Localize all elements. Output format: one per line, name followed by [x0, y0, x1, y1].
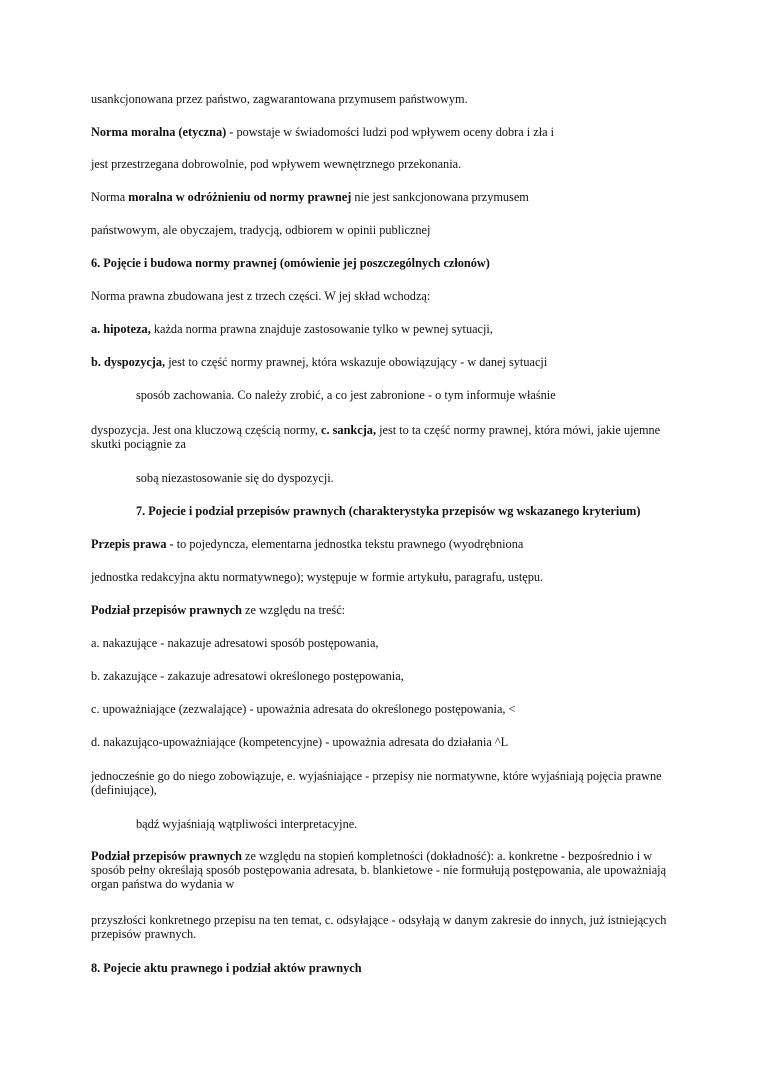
term-bold: moralna w odróżnieniu od normy prawnej [128, 190, 352, 204]
indented-line: sposób zachowania. Co należy zrobić, a co jest zabronione - o tym informuje właśnie [136, 388, 556, 402]
definition-przepis-prawa: Przepis prawa - to pojedyncza, elementarna jednostka tekstu prawnego (wyodrębniona [91, 537, 524, 551]
term-bold: b. dyspozycja, [91, 355, 166, 369]
list-item: a. nakazujące - nakazuje adresatowi sposób postępowania, [91, 636, 379, 650]
paragraph-line: jednostka redakcyjna aktu normatywnego); występuje w formie artykułu, paragrafu, ustępu. [91, 570, 544, 584]
list-item: b. zakazujące - zakazuje adresatowi określonego postępowania, [91, 669, 404, 683]
list-item: c. upoważniające (zezwalające) - upoważnia adresata do określonego postępowania, < [91, 702, 516, 716]
term-bold: Przepis prawa - [91, 537, 174, 551]
list-item-dyspozycja: b. dyspozycja, jest to część normy prawnej, która wskazuje obowiązujący - w danej sytuacji [91, 355, 548, 369]
term-bold: a. hipoteza, [91, 322, 151, 336]
paragraph-line: usankcjonowana przez państwo, zagwarantowana przymusem państwowym. [91, 92, 468, 106]
definition-moral-norm: Norma moralna (etyczna) - powstaje w świadomości ludzi pod wpływem oceny dobra i zła i [91, 125, 555, 139]
term-bold: Podział przepisów prawnych [91, 849, 242, 863]
list-item-wrapped: jednocześnie go do niego zobowiązuje, e. wyjaśniające - przepisy nie normatywne, które wyjaśniają pojęcia prawne (definiujące), [91, 769, 662, 797]
list-item-sankcja: dyspozycja. Jest ona kluczową częścią normy, c. sankcja, jest to ta część normy prawnej, która mówi, jakie ujemne skutki pociągnie za [91, 423, 661, 451]
term-bold: c. sankcja, [321, 423, 377, 437]
list-item: d. nakazująco-upoważniające (kompetencyjne) - upoważnia adresata do działania ^L [91, 735, 509, 749]
classification-heading: Podział przepisów prawnych ze względu na treść: [91, 603, 346, 617]
term-bold: Podział przepisów prawnych [91, 603, 242, 617]
comparison-line: Norma moralna w odróżnieniu od normy prawnej nie jest sankcjonowana przymusem [91, 190, 529, 204]
term-bold: Norma moralna (etyczna) - [91, 125, 234, 139]
classification-completeness: Podział przepisów prawnych ze względu na stopień kompletności (dokładność): a. konkretne - bezpośrednio i w sposób pełny określają sposób postępowania adresata, b. blankietowe - nie formułują postępowania, ale upoważniają organ państwa do wydania w [91, 849, 667, 891]
paragraph-line: jest przestrzegana dobrowolnie, pod wpływem wewnętrznego przekonania. [91, 157, 462, 171]
indented-line: bądź wyjaśniają wątpliwości interpretacyjne. [136, 817, 358, 831]
indented-line: sobą niezastosowanie się do dyspozycji. [136, 471, 334, 485]
section-heading-7: 7. Pojecie i podział przepisów prawnych (charakterystyka przepisów wg wskazanego kryterium) [136, 504, 641, 518]
paragraph-line: państwowym, ale obyczajem, tradycją, odbiorem w opinii publicznej [91, 223, 431, 237]
section-heading-6: 6. Pojęcie i budowa normy prawnej (omówienie jej poszczególnych członów) [91, 256, 490, 270]
paragraph-line: Norma prawna zbudowana jest z trzech części. W jej skład wchodzą: [91, 289, 431, 303]
list-item-wrapped: przyszłości konkretnego przepisu na ten temat, c. odsyłające - odsyłają w danym zakresie do innych, już istniejących przepisów prawnych. [91, 913, 667, 941]
list-item-hipoteza: a. hipoteza, każda norma prawna znajduje zastosowanie tylko w pewnej sytuacji, [91, 322, 493, 336]
section-heading-8: 8. Pojecie aktu prawnego i podział aktów prawnych [91, 961, 362, 975]
